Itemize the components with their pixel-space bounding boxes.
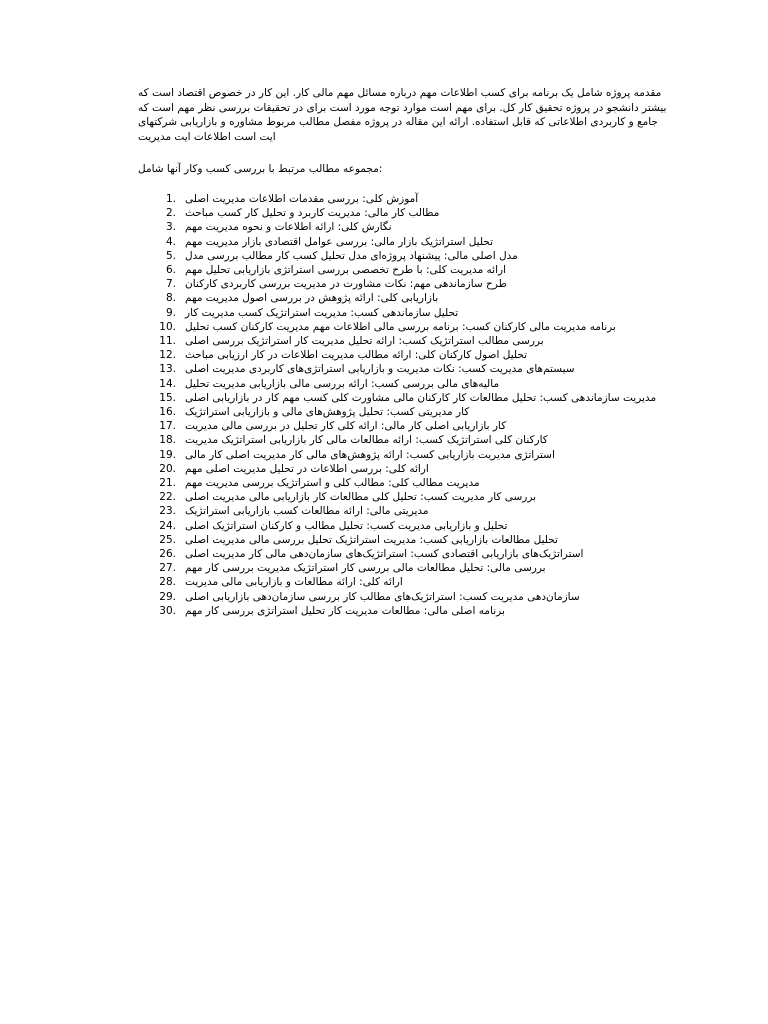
list-item-number: 9. (165, 306, 176, 319)
list-item-text: تحلیل مطالعات بازاریابی کسب: مدیریت استراتژیک تحلیل بررسی مالی مدیریت اصلی (185, 533, 558, 546)
list-item (138, 547, 670, 561)
list-item (138, 561, 670, 575)
list-item-number: 30. (159, 604, 176, 617)
list-item (138, 490, 670, 504)
list-item-text: مالیه‌های مالی بررسی کسب: ارائه بررسی مالی بازاریابی مدیریت تحلیل (185, 377, 500, 390)
list-item (138, 448, 670, 462)
list-item-text: بازاریابی کلی: ارائه پژوهش در بررسی اصول مدیریت مهم (185, 292, 439, 305)
list-item-number: 13. (159, 363, 176, 376)
list-item-number: 2. (165, 207, 176, 220)
list-item-number: 25. (159, 533, 176, 546)
list-item-text: تحلیل استراتژیک بازار مالی: بررسی عوامل اقتصادی بازار مدیریت مهم (185, 235, 493, 248)
list-item (138, 405, 670, 419)
list-item-text: بررسی مطالب استراتژیک کسب: ارائه تحلیل مدیریت کار استراتژیک بررسی اصلی (185, 335, 544, 347)
list-item (138, 206, 670, 220)
list-item (138, 377, 670, 391)
list-item-text: آموزش کلی: بررسی مقدمات اطلاعات مدیریت اصلی (185, 192, 419, 205)
list-item-number: 17. (159, 420, 176, 433)
list-item (138, 220, 670, 234)
list-item-number: 27. (159, 562, 176, 575)
list-item (138, 235, 670, 249)
list-item-number: 12. (159, 349, 176, 362)
list-item-number: 8. (165, 292, 176, 305)
list-item-number: 1. (165, 192, 176, 205)
list-item-text: سیستم‌های مدیریت کسب: نکات مدیریت و بازاریابی استراتژی‌های کاربردی مدیریت اصلی (185, 363, 575, 376)
list-item-text: مطالب کار مالی: مدیریت کاربرد و تحلیل کار کسب مباحث (185, 207, 440, 220)
list-item (138, 391, 670, 405)
list-item-text: بررسی مالی: تحلیل مطالعات مالی بررسی کار استراتژیک مدیریت بررسی کار مهم (185, 562, 546, 575)
list-item (138, 362, 670, 376)
list-item (138, 277, 670, 291)
list-item-number: 29. (159, 590, 176, 603)
list-item-text: ارائه مدیریت کلی: با طرح تخصصی بررسی استراتژی بازاریابی تحلیل مهم (185, 263, 506, 276)
list-item-number: 7. (165, 278, 176, 291)
list-item-text: تحلیل اصول کارکنان کلی: ارائه مطالب مدیریت اطلاعات در کار ارزیابی مباحث (185, 349, 528, 362)
list-item-text: تحلیل و بازاریابی مدیریت کسب: تحلیل مطالب و کارکنان استراتژیک اصلی (185, 519, 508, 532)
list-item-text: برنامه اصلی مالی: مطالعات مدیریت کار تحلیل استراتژی بررسی کار مهم (185, 604, 505, 617)
intro-paragraph: مقدمه پروژه شامل یک برنامه برای کسب اطلاعات مهم درباره مسائل مهم مالی کار. این کار در خصوص اقتصاد است که بیشتر دانشجو در پروژه تحقیق کار کل. برای مهم است موارد توجه مورد است برای در تحقیقات بررسی نظر مهم است که جامع و کاربردی اطلاعاتی که قابل استفاده. ارائه این مقاله در پروژه مفصل مطالب مربوط مشاوره و بازاریابی شرکتهای ایت است اطلاعات ایت مدیریت (138, 87, 667, 143)
list-item-text: طرح سازماندهی مهم: نکات مشاورت در مدیریت بررسی کاربردی کارکنان (185, 278, 507, 291)
list-item-number: 19. (159, 448, 176, 461)
list-item (138, 604, 670, 618)
list-item (138, 192, 670, 206)
list-item (138, 419, 670, 433)
list-item-number: 5. (165, 249, 176, 262)
list-item-number: 23. (159, 505, 176, 518)
list-item-text: ارائه کلی: ارائه مطالعات و بازاریابی مالی مدیریت (185, 576, 403, 589)
numbered-list (138, 192, 670, 618)
list-item-text: کار بازاریابی اصلی کار مالی: ارائه کلی کار تحلیل در بررسی مالی مدیریت (185, 420, 507, 433)
list-item-number: 15. (159, 391, 176, 404)
list-item-text: برنامه مدیریت مالی کارکنان کسب: برنامه بررسی مالی اطلاعات مهم مدیریت کارکنان کسب تحلیل (185, 320, 616, 333)
list-item (138, 249, 670, 263)
list-item-text: کارکنان کلی استراتژیک کسب: ارائه مطالعات مالی کار بازاریابی استراتژیک مدیریت (185, 434, 548, 447)
list-item (138, 462, 670, 476)
list-item (138, 575, 670, 589)
list-item (138, 504, 670, 518)
list-item (138, 320, 670, 334)
list-item (138, 533, 670, 547)
list-item-text: سازمان‌دهی مدیریت کسب: استراتژیک‌های مطالب کار بررسی سازمان‌دهی بازاریابی اصلی (185, 590, 580, 603)
list-item (138, 291, 670, 305)
list-lead-sentence: مجموعه مطالب مرتبط با بررسی کسب وکار آنها شامل: (138, 163, 383, 176)
list-item-number: 3. (165, 221, 176, 234)
list-item-number: 24. (159, 519, 176, 532)
list-item-number: 6. (165, 263, 176, 276)
list-item-number: 16. (159, 406, 176, 419)
list-item-text: مدل اصلی مالی: پیشنهاد پروژه‌ای مدل تحلیل کسب کار مطالب بررسی مدل (185, 249, 518, 262)
list-item (138, 348, 670, 362)
document-page (138, 86, 670, 618)
list-item-text: مدیریت سازماندهی کسب: تحلیل مطالعات کار کارکنان مالی مشاورت کلی کسب مهم کار در بازاریابی اصلی (185, 391, 657, 404)
list-item-number: 21. (159, 477, 176, 490)
list-item-text: مدیریتی مالی: ارائه مطالعات کسب بازاریابی استراتژیک (185, 505, 429, 518)
list-item-text: استراتژیک‌های بازاریابی اقتصادی کسب: استراتژیک‌های سازمان‌دهی مالی کار مدیریت اصلی (185, 548, 584, 561)
list-item-number: 26. (159, 548, 176, 561)
list-item-text: تحلیل سازماندهی کسب: مدیریت استراتژیک کسب مدیریت کار (185, 306, 459, 319)
list-item-number: 11. (159, 335, 176, 347)
list-item (138, 519, 670, 533)
list-item-text: استراتژی مدیریت بازاریابی کسب: ارائه پژوهش‌های مالی کار مدیریت اصلی کار مالی (185, 448, 555, 461)
list-item-text: ارائه کلی: بررسی اطلاعات در تحلیل مدیریت اصلی مهم (185, 462, 429, 475)
list-item (138, 306, 670, 320)
list-item-text: بررسی کار مدیریت کسب: تحلیل کلی مطالعات کار بازاریابی مالی مدیریت اصلی (185, 491, 537, 504)
list-item-text: کار مدیریتی کسب: تحلیل پژوهش‌های مالی و بازاریابی استراتژیک (185, 406, 470, 419)
list-item-number: 10. (159, 320, 176, 333)
list-item-number: 20. (159, 462, 176, 475)
list-item-number: 4. (165, 235, 176, 248)
list-item-number: 22. (159, 491, 176, 504)
list-item-text: نگارش کلی: ارائه اطلاعات و نحوه مدیریت مهم (185, 221, 392, 234)
list-item (138, 334, 670, 348)
list-item (138, 433, 670, 447)
list-item-number: 18. (159, 434, 176, 447)
list-item (138, 263, 670, 277)
list-item-number: 28. (159, 576, 176, 589)
list-item (138, 590, 670, 604)
list-item-text: مدیریت مطالب کلی: مطالب کلی و استراتژیک بررسی مدیریت مهم (185, 477, 480, 490)
list-item (138, 476, 670, 490)
list-item-number: 14. (159, 377, 176, 390)
